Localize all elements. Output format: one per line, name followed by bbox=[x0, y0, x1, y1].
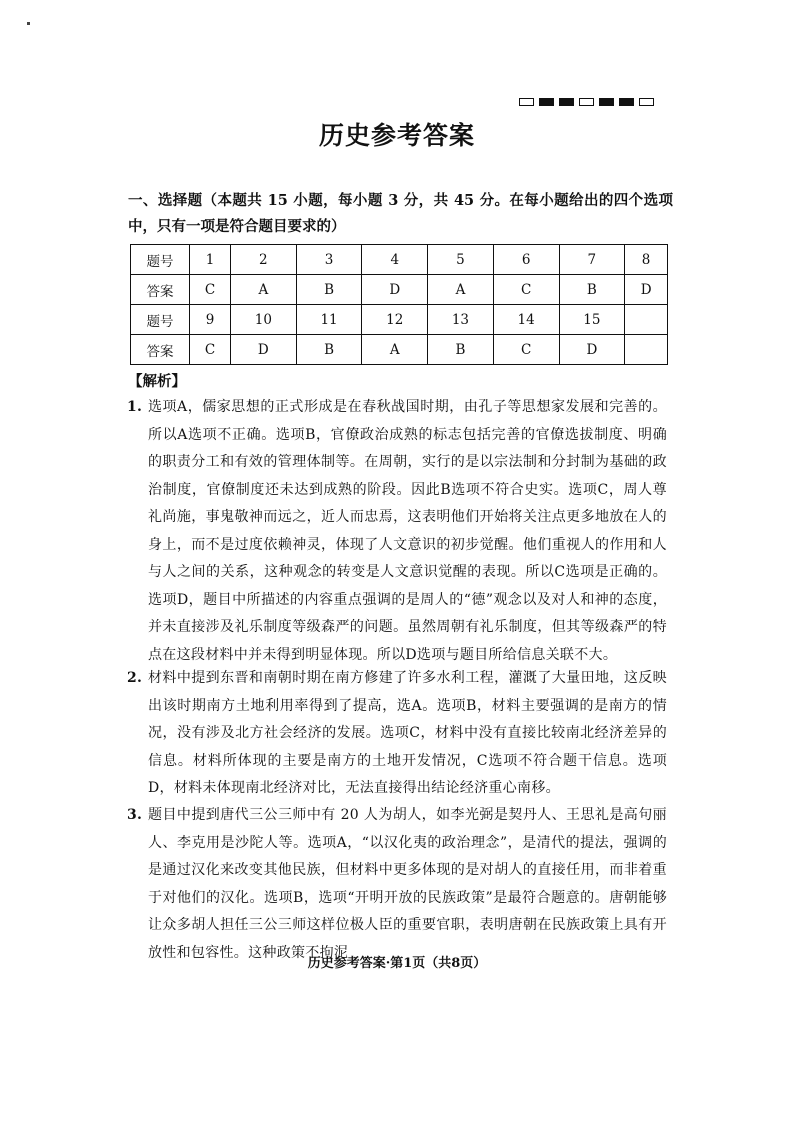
table-cell: 3 bbox=[296, 245, 362, 275]
answer-table bbox=[130, 244, 668, 365]
table-row bbox=[131, 335, 668, 365]
table-cell: 4 bbox=[362, 245, 428, 275]
table-cell: 6 bbox=[493, 245, 559, 275]
table-cell: C bbox=[190, 275, 231, 305]
table-row bbox=[131, 245, 668, 275]
table-cell: 7 bbox=[559, 245, 625, 275]
table-cell: 题号 bbox=[131, 245, 190, 275]
code-mark bbox=[619, 98, 634, 106]
item-number: 1. bbox=[127, 399, 143, 415]
table-cell: A bbox=[230, 275, 296, 305]
table-cell: 8 bbox=[625, 245, 668, 275]
exam-code-marks bbox=[519, 98, 654, 106]
table-cell: C bbox=[493, 335, 559, 365]
analysis-item-1 bbox=[127, 394, 667, 669]
code-mark bbox=[539, 98, 554, 106]
table-cell: B bbox=[296, 275, 362, 305]
page-title: 历史参考答案 bbox=[318, 121, 475, 150]
table-cell: 1 bbox=[190, 245, 231, 275]
code-mark bbox=[559, 98, 574, 106]
analysis-item-3 bbox=[127, 802, 667, 967]
table-row bbox=[131, 275, 668, 305]
table-cell: A bbox=[428, 275, 494, 305]
table-cell: C bbox=[190, 335, 231, 365]
analysis-item-2 bbox=[127, 665, 667, 803]
table-cell: D bbox=[362, 275, 428, 305]
code-mark bbox=[639, 98, 654, 106]
item-text: 题目中提到唐代三公三师中有 20 人为胡人，如李光弼是契丹人、王思礼是高句丽人、李克用是沙陀人等。选项A，“以汉化夷的政治理念”，是清代的提法，强调的是通过汉化来改变其他民族，但材料中更多体现的是对胡人的直接任用，而非着重于对他们的汉化。选项B，选项“开明开放的民族政策”是最符合题意的。唐朝能够让众多胡人担任三公三师这样位极人臣的重要官职，表明唐朝在民族政策上具有开放性和包容性。这种政策不拘泥 bbox=[148, 807, 667, 961]
table-cell: 题号 bbox=[131, 305, 190, 335]
table-cell bbox=[625, 305, 668, 335]
item-text: 材料中提到东晋和南朝时期在南方修建了许多水利工程，灌溉了大量田地，这反映出该时期南方土地利用率得到了提高，选A。选项B，材料主要强调的是南方的情况，没有涉及北方社会经济的发展。选项C，材料中没有直接比较南北经济差异的信息。材料所体现的主要是南方的土地开发情况，C选项不符合题干信息。选项D，材料未体现南北经济对比，无法直接得出结论经济重心南移。 bbox=[148, 670, 667, 796]
table-cell: D bbox=[230, 335, 296, 365]
table-cell: 5 bbox=[428, 245, 494, 275]
table-cell: 答案 bbox=[131, 275, 190, 305]
table-row bbox=[131, 305, 668, 335]
table-cell: D bbox=[625, 275, 668, 305]
code-mark bbox=[579, 98, 594, 106]
table-cell: 11 bbox=[296, 305, 362, 335]
table-cell: A bbox=[362, 335, 428, 365]
item-text: 选项A，儒家思想的正式形成是在春秋战国时期，由孔子等思想家发展和完善的。所以A选项不正确。选项B，官僚政治成熟的标志包括完善的官僚选拔制度、明确的职责分工和有效的管理体制等。在周朝，实行的是以宗法制和分封制为基础的政治制度，官僚制度还未达到成熟的阶段。因此B选项不符合史实。选项C，周人尊礼尚施，事鬼敬神而远之，近人而忠焉，这表明他们开始将关注点更多地放在人的身上，而不是过度依赖神灵，体现了人文意识的初步觉醒。他们重视人的作用和人与人之间的关系，这种观念的转变是人文意识觉醒的表现。所以C选项是正确的。选项D，题目中所描述的内容重点强调的是周人的“德”观念以及对人和神的态度，并未直接涉及礼乐制度等级森严的问题。虽然周朝有礼乐制度，但其等级森严的特点在这段材料中并未得到明显体现。所以D选项与题目所给信息关联不大。 bbox=[148, 399, 667, 663]
scan-dot bbox=[27, 22, 30, 25]
table-cell: B bbox=[296, 335, 362, 365]
page-footer: 历史参考答案·第1页（共8页） bbox=[307, 956, 487, 971]
table-cell: 2 bbox=[230, 245, 296, 275]
table-cell: D bbox=[559, 335, 625, 365]
item-number: 3. bbox=[127, 807, 143, 823]
table-cell: 14 bbox=[493, 305, 559, 335]
table-cell bbox=[625, 335, 668, 365]
table-cell: 答案 bbox=[131, 335, 190, 365]
item-number: 2. bbox=[127, 670, 143, 686]
code-mark bbox=[599, 98, 614, 106]
table-cell: B bbox=[559, 275, 625, 305]
table-cell: C bbox=[493, 275, 559, 305]
table-cell: 10 bbox=[230, 305, 296, 335]
table-cell: 9 bbox=[190, 305, 231, 335]
table-cell: B bbox=[428, 335, 494, 365]
table-cell: 15 bbox=[559, 305, 625, 335]
analysis-label: 【解析】 bbox=[128, 373, 186, 390]
table-cell: 13 bbox=[428, 305, 494, 335]
section-heading: 一、选择题（本题共 15 小题，每小题 3 分，共 45 分。在每小题给出的四个选项中，只有一项是符合题目要求的） bbox=[128, 192, 673, 235]
code-mark bbox=[519, 98, 534, 106]
table-cell: 12 bbox=[362, 305, 428, 335]
